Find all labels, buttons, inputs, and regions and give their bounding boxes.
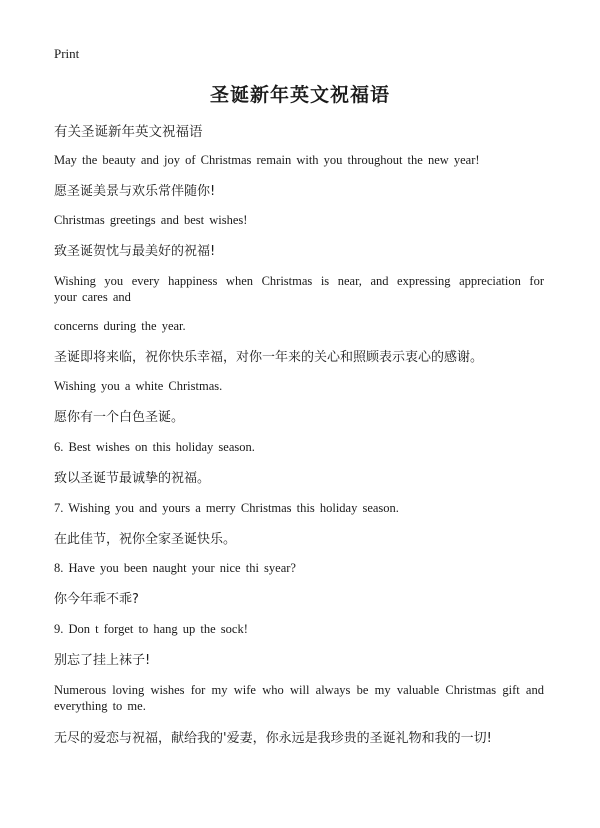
blessing-2-english: Christmas greetings and best wishes! xyxy=(54,213,248,227)
blessing-9-english: 9. Don t forget to hang up the sock! xyxy=(54,622,248,636)
blessing-10-english-line-2: everything to me. xyxy=(54,699,146,713)
blessing-10-english-line-1: Numerous loving wishes for my wife who will always be my valuable Christmas gift and xyxy=(54,683,544,697)
blessing-2-chinese: 致圣诞贺忱与最美好的祝福! xyxy=(54,244,216,259)
blessing-6-chinese: 致以圣诞节最诚挚的祝福。 xyxy=(54,471,211,486)
blessing-7-chinese: 在此佳节，祝你全家圣诞快乐。 xyxy=(54,532,237,547)
page-subtitle: 有关圣诞新年英文祝福语 xyxy=(54,124,203,140)
blessing-6-english: 6. Best wishes on this holiday season. xyxy=(54,440,255,454)
blessing-8-chinese: 你今年乖不乖? xyxy=(54,592,139,607)
blessing-9-chinese: 别忘了挂上袜子! xyxy=(54,653,151,668)
blessing-3-english-line-2: your cares and xyxy=(54,290,131,304)
blessing-7-english: 7. Wishing you and yours a merry Christmas this holiday season. xyxy=(54,501,399,515)
print-label: Print xyxy=(54,46,80,61)
blessing-4-chinese: 愿你有一个白色圣诞。 xyxy=(54,410,185,425)
page-title: 圣诞新年英文祝福语 xyxy=(209,84,390,106)
blessing-3-chinese: 圣诞即将来临，祝你快乐幸福，对你一年来的关心和照顾表示衷心的感谢。 xyxy=(54,350,484,365)
blessing-1-chinese: 愿圣诞美景与欢乐常伴随你! xyxy=(54,184,216,199)
blessing-3-english-line-3: concerns during the year. xyxy=(54,319,186,333)
blessing-10-chinese: 无尽的爱恋与祝福，献给我的'爱妻，你永远是我珍贵的圣诞礼物和我的一切! xyxy=(54,731,492,746)
blessing-3-english-line-1: Wishing you every happiness when Christmas is near, and expressing appreciation for xyxy=(54,274,544,288)
blessing-1-english: May the beauty and joy of Christmas remain with you throughout the new year! xyxy=(54,153,480,167)
blessing-4-english: Wishing you a white Christmas. xyxy=(54,379,223,393)
blessing-8-english: 8. Have you been naught your nice thi syear? xyxy=(54,561,296,575)
